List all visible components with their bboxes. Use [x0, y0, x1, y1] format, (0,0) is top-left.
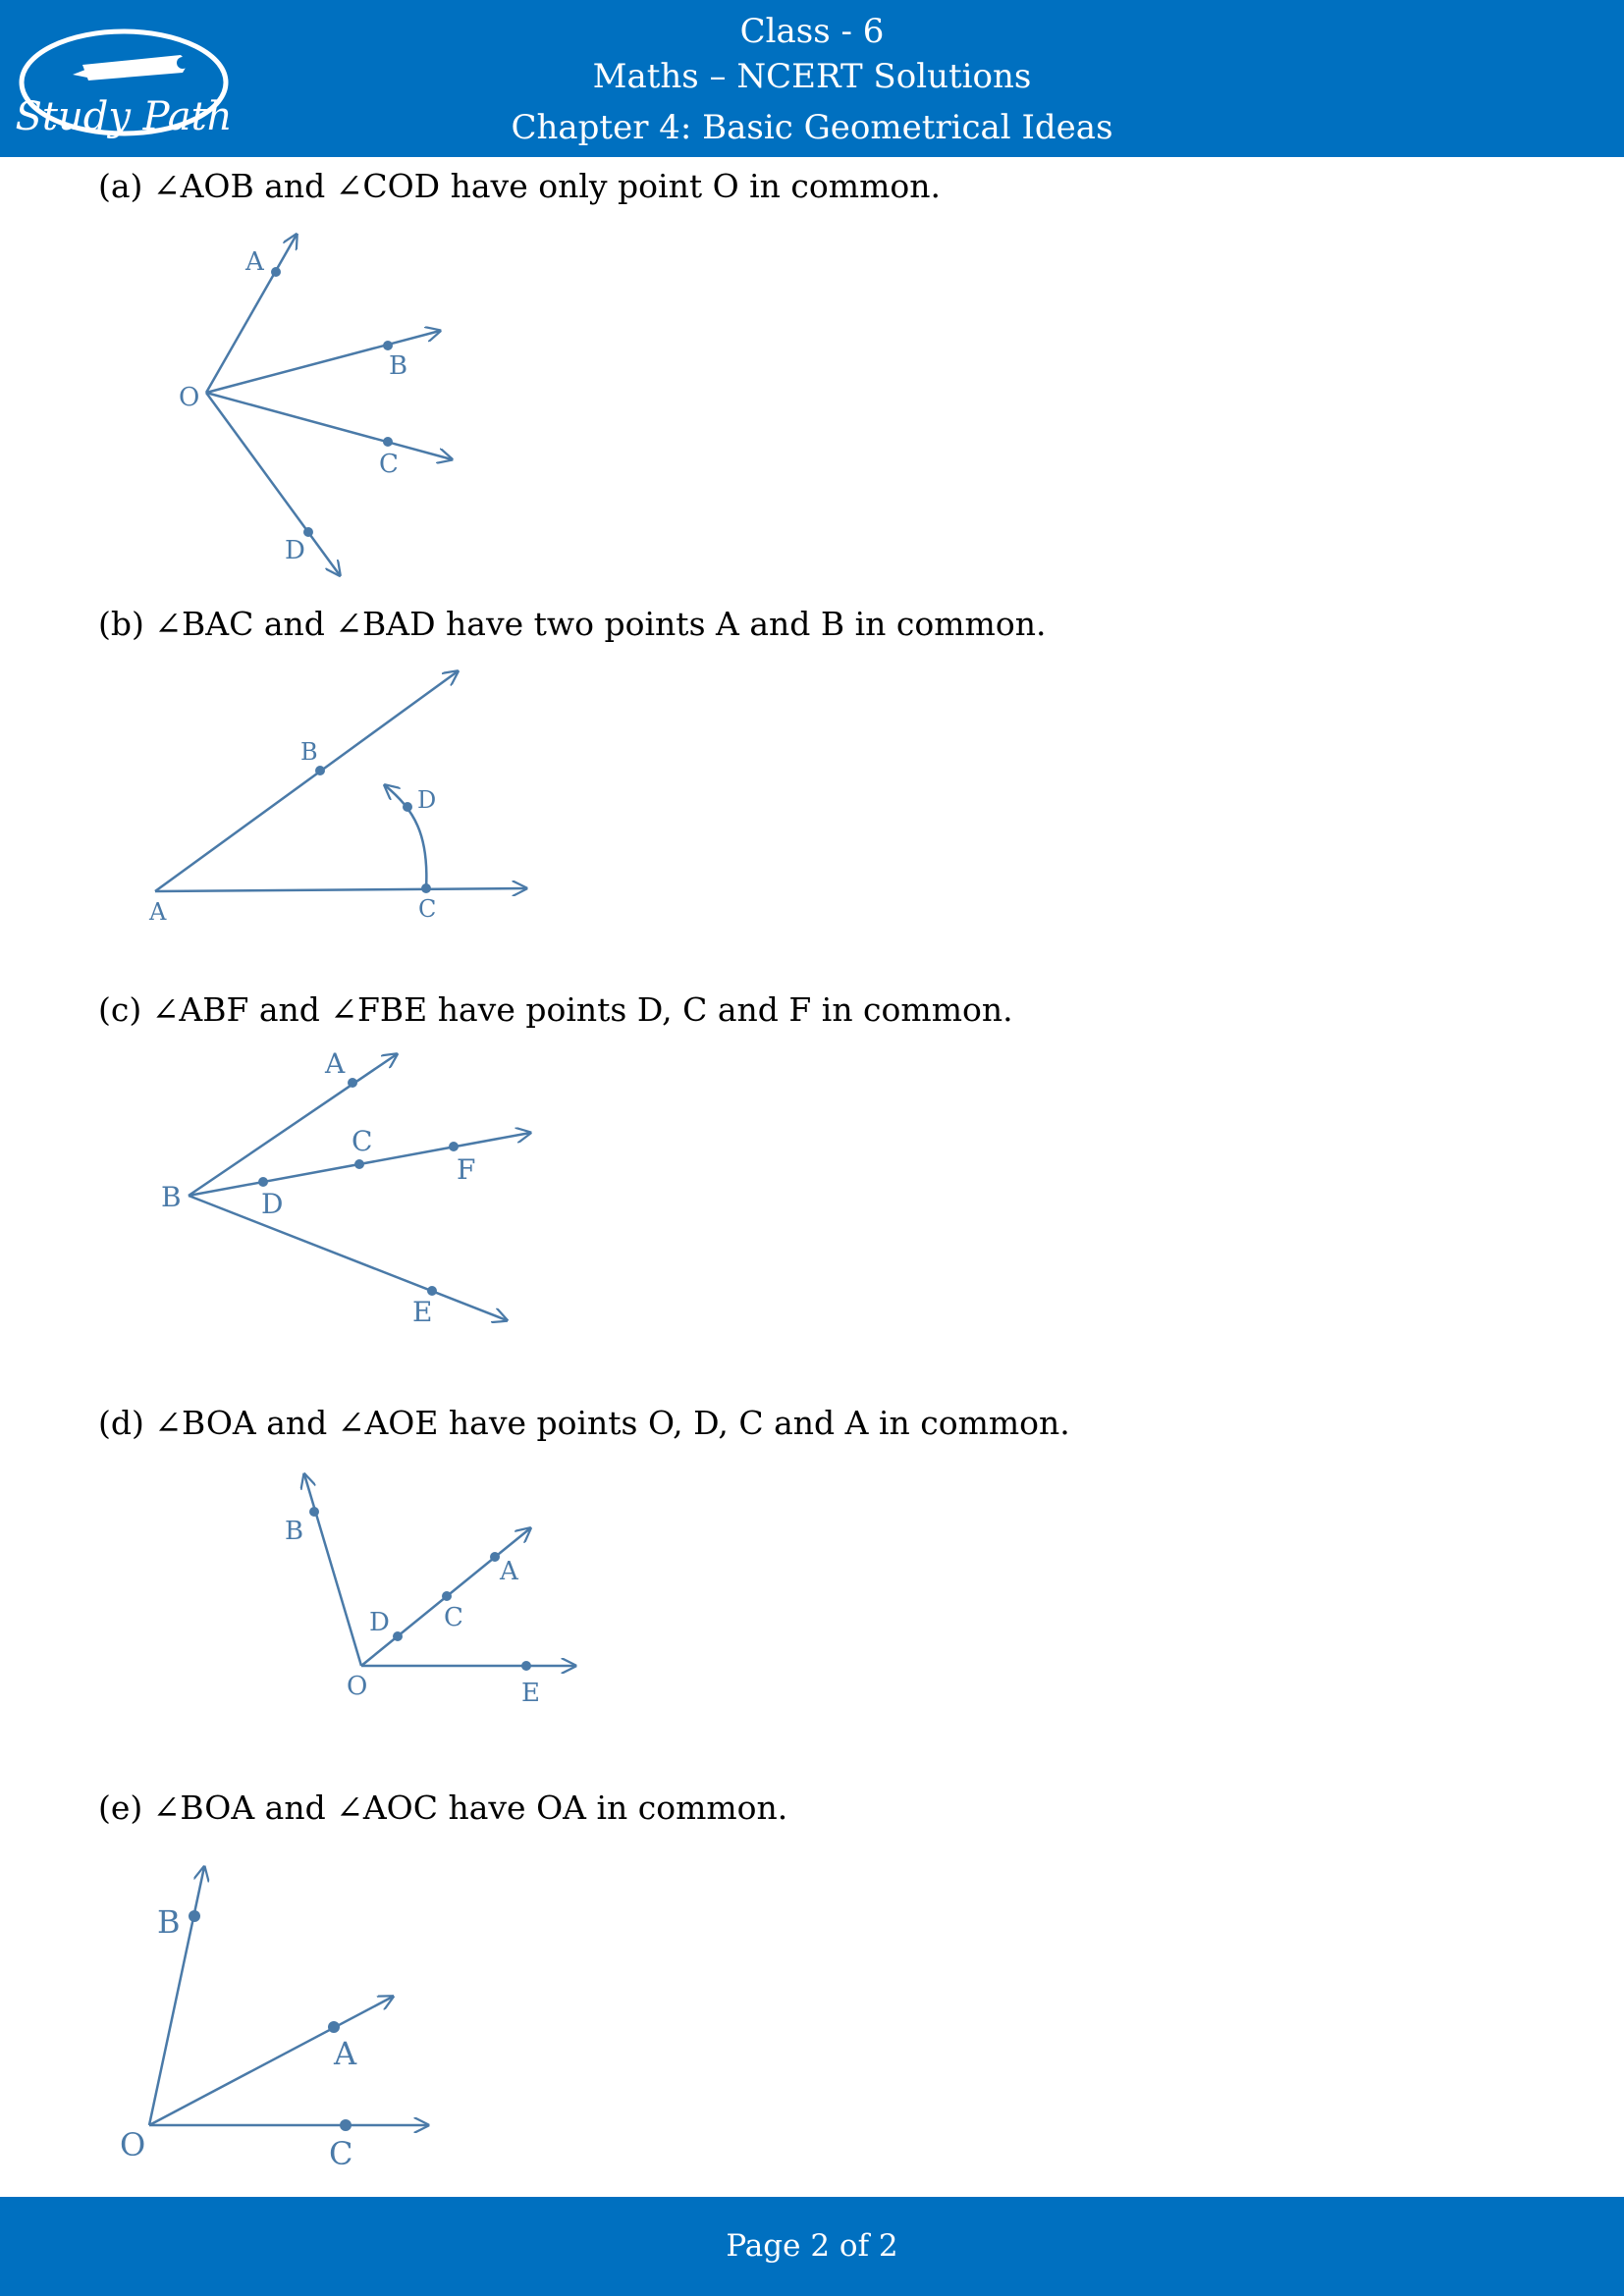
ray-oc	[206, 393, 452, 459]
point-e	[521, 1661, 531, 1671]
label-d: D	[369, 1608, 390, 1637]
point-a	[348, 1078, 357, 1088]
label-c: C	[418, 895, 437, 923]
label-c: C	[379, 450, 399, 479]
figure-e	[108, 1855, 452, 2179]
label-c: C	[444, 1603, 463, 1632]
point-c	[442, 1591, 452, 1601]
label-f: F	[457, 1153, 476, 1186]
label-d: D	[417, 786, 437, 814]
point-b	[189, 1910, 200, 1922]
chapter-title: Chapter 4: Basic Geometrical Ideas	[511, 108, 1113, 147]
label-o: O	[179, 383, 200, 412]
label-b: B	[300, 738, 318, 766]
label-d: D	[261, 1188, 284, 1220]
label-a: A	[245, 247, 264, 277]
point-e	[427, 1286, 437, 1296]
label-o: O	[120, 2126, 146, 2163]
page-number: Page 2 of 2	[726, 2228, 898, 2264]
page-footer	[0, 2197, 1624, 2296]
caption-d: (d) ∠BOA and ∠AOE have points O, D, C and A in common.	[98, 1404, 1070, 1442]
figure-b	[137, 658, 550, 933]
point-d	[403, 802, 412, 812]
point-c	[421, 883, 431, 893]
label-b: B	[285, 1517, 304, 1546]
point-a	[271, 267, 281, 277]
point-c	[354, 1159, 364, 1169]
figure-a	[147, 221, 481, 584]
page-header	[0, 0, 1624, 157]
ray-be	[189, 1196, 507, 1320]
logo-text: Study Path	[15, 94, 233, 139]
label-a: A	[325, 1047, 346, 1080]
label-b: B	[161, 1181, 182, 1213]
label-c: C	[352, 1125, 373, 1157]
label-b: B	[157, 1903, 181, 1941]
point-d	[258, 1177, 268, 1187]
caption-c: (c) ∠ABF and ∠FBE have points D, C and F in common.	[98, 990, 1013, 1029]
point-a	[490, 1552, 500, 1562]
label-o: O	[347, 1672, 368, 1701]
class-title: Class - 6	[739, 12, 885, 51]
caption-e: (e) ∠BOA and ∠AOC have OA in common.	[98, 1789, 788, 1827]
point-b	[309, 1507, 319, 1517]
figure-d	[275, 1463, 589, 1718]
point-f	[449, 1142, 459, 1151]
point-b	[383, 341, 393, 350]
label-e: E	[521, 1679, 540, 1708]
point-d	[393, 1631, 403, 1641]
label-c: C	[329, 2135, 353, 2172]
point-c	[383, 437, 393, 447]
subject-title: Maths – NCERT Solutions	[592, 57, 1032, 96]
point-c	[340, 2119, 352, 2131]
caption-a: (a) ∠AOB and ∠COD have only point O in common.	[98, 167, 941, 205]
point-b	[315, 766, 325, 775]
ray-ob	[304, 1474, 361, 1666]
ray-od	[206, 393, 340, 575]
label-a: A	[500, 1557, 518, 1586]
label-e: E	[412, 1296, 433, 1328]
caption-b: (b) ∠BAC and ∠BAD have two points A and B in common.	[98, 605, 1047, 643]
label-d: D	[285, 536, 305, 565]
label-b: B	[389, 351, 408, 381]
ray-ac	[155, 888, 526, 891]
label-a: A	[334, 2035, 357, 2072]
figure-c	[147, 1041, 560, 1335]
ray-ab	[155, 671, 458, 891]
label-a: A	[149, 898, 167, 926]
point-a	[328, 2021, 340, 2033]
